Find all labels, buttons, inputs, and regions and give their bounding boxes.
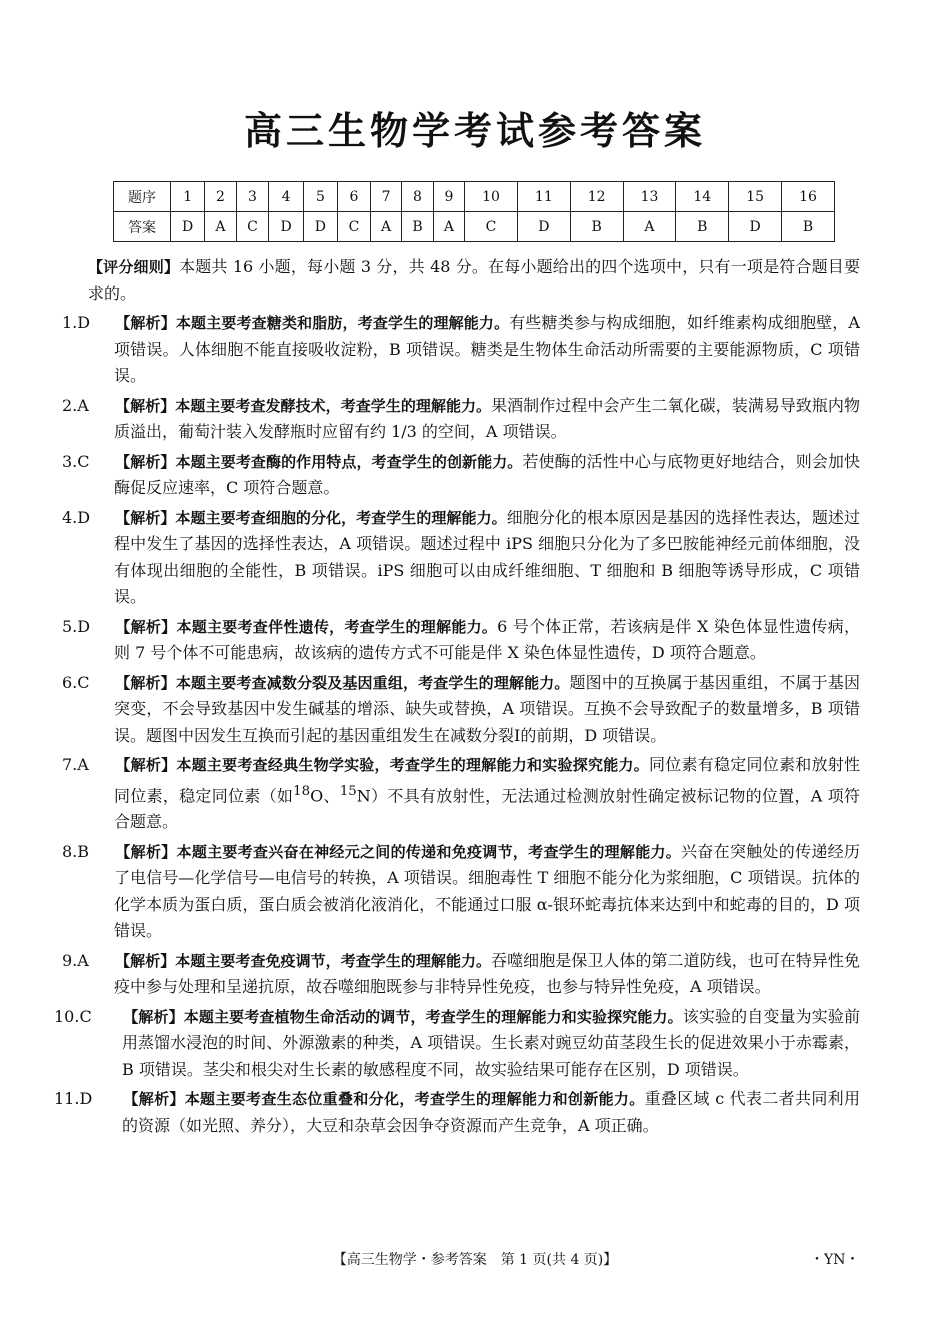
item-text: 有些糖类参与构成细胞，如纤维素构成细胞壁，A 项错误。人体细胞不能直接吸收淀粉，B 项错误。糖类是生物体生命活动所需要的主要能源物质，C 项错误。 [114,313,860,385]
item-number: 7.A [62,755,89,774]
item-focus: 本题主要考查细胞的分化，考查学生的理解能力。 [175,508,507,527]
item-focus: 本题主要考查经典生物学实验，考查学生的理解能力和实验探究能力。 [176,756,650,774]
table-cell: D [303,212,337,242]
analysis-tag: 【解析】 [115,842,177,861]
item-text: O、 [310,785,340,805]
row-label-answer: 答案 [114,212,171,242]
item-number: 4.D [62,507,91,527]
table-cell: 3 [236,182,269,212]
scoring-rules-text: 本题共 16 小题，每小题 3 分，共 48 分。在每小题给出的四个选项中，只有一项是符合题目要求的。 [88,257,860,303]
table-cell: D [171,212,205,242]
answer-row [114,212,835,242]
table-cell: C [338,212,371,242]
analysis-tag: 【解析】 [115,617,177,636]
item-focus: 本题主要考查兴奋在神经元之间的传递和免疫调节，考查学生的理解能力。 [176,842,682,861]
analysis-tag: 【解析】 [115,673,176,692]
explanation-item-3 [62,449,860,502]
table-cell: A [623,212,676,242]
table-cell: 7 [370,182,401,212]
item-text: 同位素有稳定同位素和放射性同位素，稳定同位素（如 [114,755,860,805]
explanation-item-8 [62,839,860,945]
analysis-tag: 【解析】 [115,951,176,970]
table-cell: B [782,212,835,242]
explanation-item-2 [62,393,860,446]
item-text: 吞噬细胞是保卫人体的第二道防线，也可在特异性免疫中参与处理和呈递抗原，故吞噬细胞既参与非特异性免疫，也参与特异性免疫，A 项错误。 [114,950,860,997]
item-focus: 本题主要考查酶的作用特点，考查学生的创新能力。 [175,452,523,471]
table-cell: A [205,212,236,242]
table-cell: 13 [623,182,676,212]
table-cell: 11 [517,182,570,212]
item-text: 该实验的自变量为实验前用蒸馏水浸泡的时间、外源激素的种类，A 项错误。生长素对豌豆幼苗茎段生长的促进效果小于赤霉素，B 项错误。茎尖和根尖对生长素的敏感程度不同，故实验结果可能存在区别，D 项错误。 [122,1006,860,1079]
analysis-tag: 【解析】 [115,508,176,527]
analysis-tag: 【解析】 [115,314,176,332]
item-number: 6.C [62,672,90,692]
question-number-row [114,182,835,212]
table-cell: 2 [205,182,236,212]
explanation-item-11 [54,1086,860,1139]
item-text: 若使酶的活性中心与底物更好地结合，则会加快酶促反应速率，C 项符合题意。 [114,451,860,497]
table-cell: 10 [465,182,518,212]
item-number: 1.D [62,313,91,332]
item-number: 8.B [62,841,90,861]
scoring-rules [88,254,860,307]
item-text: 兴奋在突触处的传递经历了电信号—化学信号—电信号的转换，A 项错误。细胞毒性 T 细胞不能分化为浆细胞，C 项错误。抗体的化学本质为蛋白质，蛋白质会被消化液消化，不能通过口服 α-银环蛇毒抗体来达到中和蛇毒的目的，D 项错误。 [114,841,860,941]
table-cell: A [433,212,464,242]
item-focus: 本题主要考查生态位重叠和分化，考查学生的理解能力和创新能力。 [184,1090,645,1109]
item-number: 5.D [62,616,91,636]
analysis-tag: 【解析】 [115,452,176,471]
footer-mark: ・YN・ [810,1252,860,1268]
isotope-superscript: 15 [339,783,357,799]
table-cell: 14 [676,182,729,212]
analysis-tag: 【解析】 [123,1007,184,1026]
table-cell: C [465,212,518,242]
item-focus: 本题主要考查伴性遗传，考查学生的理解能力。 [176,617,498,636]
answer-explanations [54,254,860,1142]
table-cell: 12 [570,182,623,212]
isotope-superscript: 18 [293,783,311,799]
table-cell: 5 [303,182,337,212]
table-cell: 6 [338,182,371,212]
answer-table [113,181,835,242]
item-focus: 本题主要考查糖类和脂肪，考查学生的理解能力。 [175,314,510,332]
analysis-tag: 【解析】 [123,1090,185,1109]
table-cell: 9 [433,182,464,212]
item-number: 3.C [62,451,90,471]
table-cell: D [269,212,303,242]
table-cell: 15 [729,182,782,212]
item-number: 9.A [62,950,89,970]
item-focus: 本题主要考查发酵技术，考查学生的理解能力。 [175,396,492,415]
page-title: 高三生物学考试参考答案 [243,109,706,153]
table-cell: C [236,212,269,242]
explanation-item-10 [54,1004,860,1084]
item-number: 11.D [54,1089,93,1109]
page-footer: 【高三生物学・参考答案 第 1 页(共 4 页)】 [332,1252,618,1268]
table-cell: B [570,212,623,242]
table-cell: A [370,212,401,242]
item-text: 细胞分化的根本原因是基因的选择性表达，题述过程中发生了基因的选择性表达，A 项错误。题述过程中 iPS 细胞只分化为了多巴胺能神经元前体细胞，没有体现出细胞的全能性，B 项错误。iPS 细胞可以由成纤维细胞、T 细胞和 B 细胞等诱导形成，C 项错误。 [114,507,860,606]
item-number: 2.A [62,395,89,415]
item-text: 题图中的互换属于基因重组，不属于基因突变，不会导致基因中发生碱基的增添、缺失或替换，A 项错误。互换不会导致配子的数量增多，B 项错误。题图中因发生互换而引起的基因重组发生在减数分裂Ⅰ的前期，D 项错误。 [114,672,860,745]
item-text: 6 号个体正常，若该病是伴 X 染色体显性遗传病，则 7 号个体不可能患病，故该病的遗传方式不可能是伴 X 染色体显性遗传，D 项符合题意。 [114,616,860,662]
item-text: 果酒制作过程中会产生二氧化碳，装满易导致瓶内物质溢出，葡萄汁装入发酵瓶时应留有约 1/3 的空间，A 项错误。 [114,395,860,441]
item-focus: 本题主要考查植物生命活动的调节，考查学生的理解能力和实验探究能力。 [183,1007,683,1026]
table-cell: 8 [402,182,434,212]
explanation-item-7 [62,752,860,836]
analysis-tag: 【解析】 [115,396,176,415]
item-number: 10.C [54,1006,92,1026]
table-cell: 16 [782,182,835,212]
table-cell: 1 [171,182,205,212]
table-cell: B [676,212,729,242]
item-focus: 本题主要考查减数分裂及基因重组，考查学生的理解能力。 [175,673,570,692]
table-cell: 4 [269,182,303,212]
explanation-item-9 [62,948,860,1001]
analysis-tag: 【解析】 [115,756,177,774]
explanation-item-5 [62,614,860,667]
table-cell: D [729,212,782,242]
item-focus: 本题主要考查免疫调节，考查学生的理解能力。 [175,951,492,970]
explanation-item-6 [62,670,860,750]
row-label-number: 题序 [114,182,171,212]
explanation-item-4 [62,505,860,611]
item-text: N）不具有放射性，无法通过检测放射性确定被标记物的位置，A 项符合题意。 [114,785,860,832]
item-text: 重叠区域 c 代表二者共同利用的资源（如光照、养分），大豆和杂草会因争夺资源而产生竞争，A 项正确。 [122,1089,860,1135]
scoring-rules-label: 【评分细则】 [88,258,180,276]
table-cell: D [517,212,570,242]
explanation-item-1 [62,310,860,390]
table-cell: B [402,212,434,242]
